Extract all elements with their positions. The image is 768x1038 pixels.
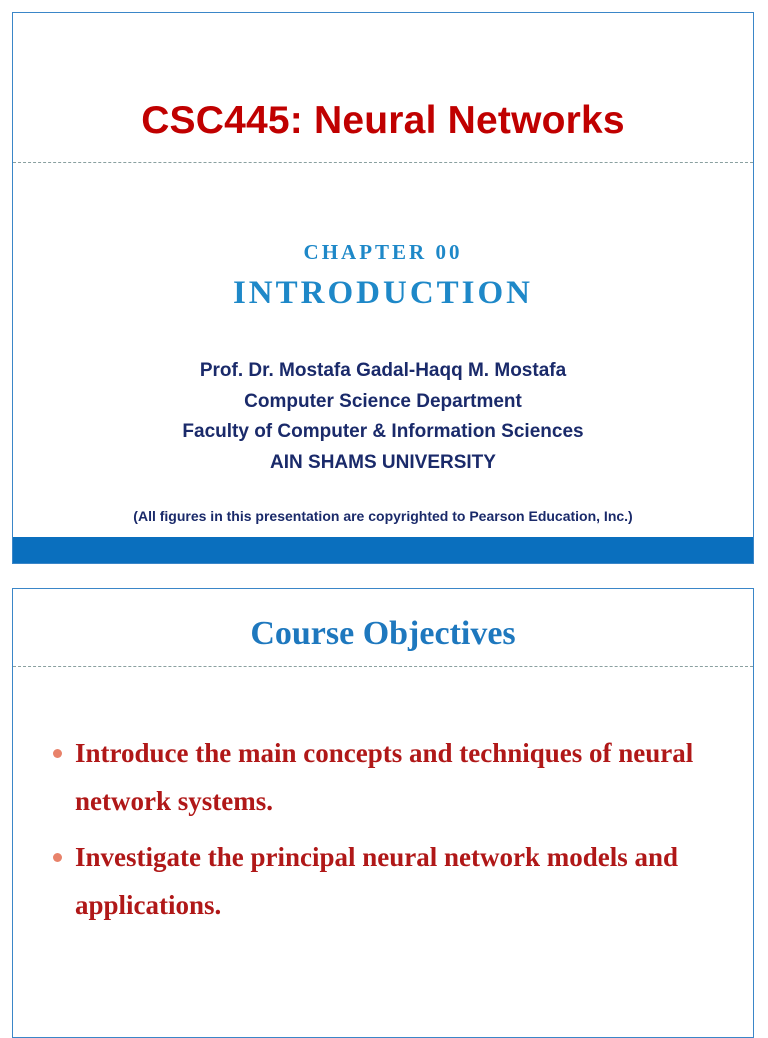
slide-2 — [12, 588, 754, 1038]
bullet-dot-icon — [53, 853, 62, 862]
objectives-list — [49, 729, 733, 937]
bullet-dot-icon — [53, 749, 62, 758]
chapter-label: CHAPTER 00 — [303, 240, 463, 264]
chapter-title: INTRODUCTION — [232, 275, 534, 311]
title-divider — [13, 666, 753, 667]
university: AIN SHAMS UNIVERSITY — [270, 451, 496, 473]
footer-bar — [13, 537, 753, 563]
list-item-text: Investigate the principal neural network models and applications. — [75, 842, 679, 920]
list-item — [49, 833, 733, 929]
faculty: Faculty of Computer & Information Sciences — [182, 421, 584, 442]
list-item-text: Introduce the main concepts and techniques of neural network systems. — [75, 738, 694, 816]
department: Computer Science Department — [244, 390, 522, 412]
title-divider — [13, 162, 753, 163]
list-item — [49, 729, 733, 825]
author-block — [13, 356, 753, 478]
slide-1 — [12, 12, 754, 564]
author-name: Prof. Dr. Mostafa Gadal-Haqq M. Mostafa — [199, 360, 567, 381]
slide-1-title: CSC445: Neural Networks — [141, 99, 625, 142]
slide-2-title: Course Objectives — [250, 615, 516, 652]
copyright-notice: (All figures in this presentation are copyrighted to Pearson Education, Inc.) — [133, 508, 633, 524]
